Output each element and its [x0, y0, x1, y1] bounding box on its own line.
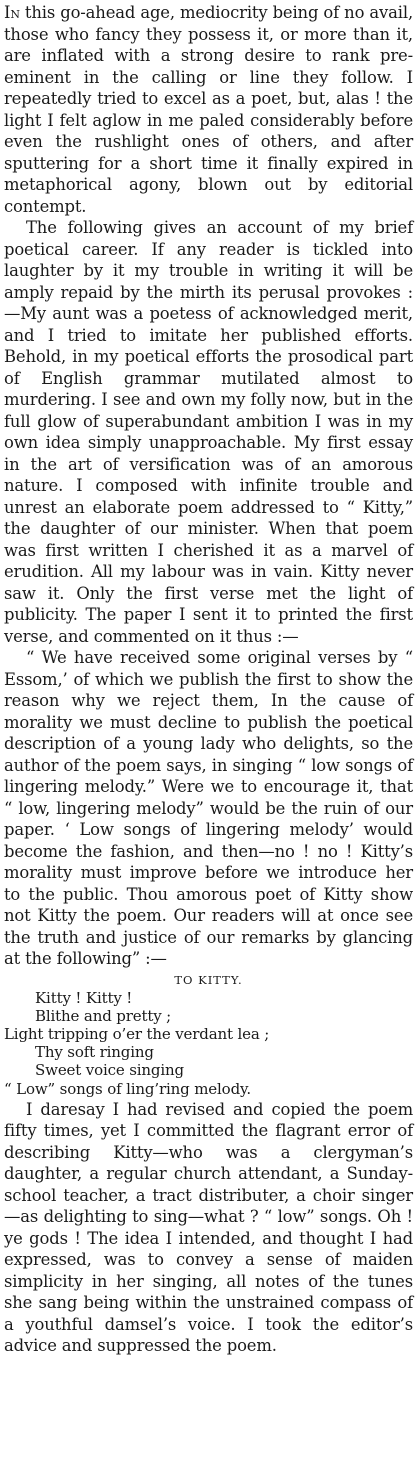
poem-line-2: Blithe and pretty ;: [35, 1006, 172, 1025]
lead-word: In: [4, 3, 20, 22]
poem: [4, 989, 413, 1098]
article-column: [4, 2, 413, 1357]
poem-title: TO KITTY.: [174, 972, 243, 987]
paragraph-1-text: this go-ahead age, mediocrity being of no avail, those who fancy they possess it, or more than it, are inflated with a strong desire to rank pre-eminent in the calling or line they follow. I repeatedly tried to excel as a poet, but, alas ! the light I felt aglow in me paled considerably before even the rushlight ones of others, and after sputtering for a short time it finally expired in metaphorical agony, blown out by editorial contempt.: [4, 3, 413, 216]
poem-line-3: Light tripping o’er the verdant lea ;: [4, 1024, 270, 1043]
article-closing-paragraph: I daresay I had revised and copied the poem fifty times, yet I committed the flagrant error of describing Kitty—who was a clergyman’s daughter, a regular church attendant, a Sunday-school teacher, a tract distributer, a choir singer—as delighting to sing—what ? “ low” songs. Oh ! ye gods ! The idea I intended, and thought I had expressed, was to convey a sense of maiden simplicity in her singing, all notes of the tunes she sang being within the unstrained compass of a youthful damsel’s voice. I took the editor’s advice and suppressed the poem.: [4, 1099, 413, 1356]
poem-line-5: Sweet voice singing: [35, 1061, 184, 1080]
poem-line-1: Kitty ! Kitty !: [35, 988, 133, 1007]
poem-line-6: “ Low” songs of ling’ring melody.: [4, 1079, 251, 1098]
article-paragraph-2: The following gives an account of my brief poetical career. If any reader is tickled into laughter by it my trouble in writing it will be amply repaid by the mirth its perusal provokes :—My aunt was a poetess of acknowledged merit, and I tried to imitate her published efforts. Behold, in my poetical efforts the prosodical part of English grammar mutilated almost to murdering. I see and own my folly now, but in the full glow of superabundant ambition I was in my own idea simply unapproachable. My first essay in the art of versification was of an amorous nature. I composed with infinite trouble and unrest an elaborate poem addressed to “ Kitty,” the daughter of our minister. When that poem was first written I cherished it as a marvel of erudition. All my labour was in vain. Kitty never saw it. Only the first verse met the light of publicity. The paper I sent it to printed the first verse, and commented on it thus :—: [4, 218, 413, 646]
article-paragraph-3: “ We have received some original verses by “ Essom,’ of which we publish the first to show the reason why we reject them, In the cause of morality we must decline to publish the poetical description of a young lady who delights, so the author of the poem says, in singing “ low songs of lingering melody.” Were we to encourage it, that “ low, lingering melody” would be the ruin of our paper. ‘ Low songs of lingering melody’ would become the fashion, and then—no ! no ! Kitty’s morality must improve before we introduce her to the public. Thou amorous poet of Kitty show not Kitty the poem. Our readers will at once see the truth and justice of our remarks by glancing at the following” :—: [4, 648, 413, 968]
article-paragraph-1: [4, 2, 413, 217]
poem-line-4: Thy soft ringing: [35, 1043, 154, 1062]
